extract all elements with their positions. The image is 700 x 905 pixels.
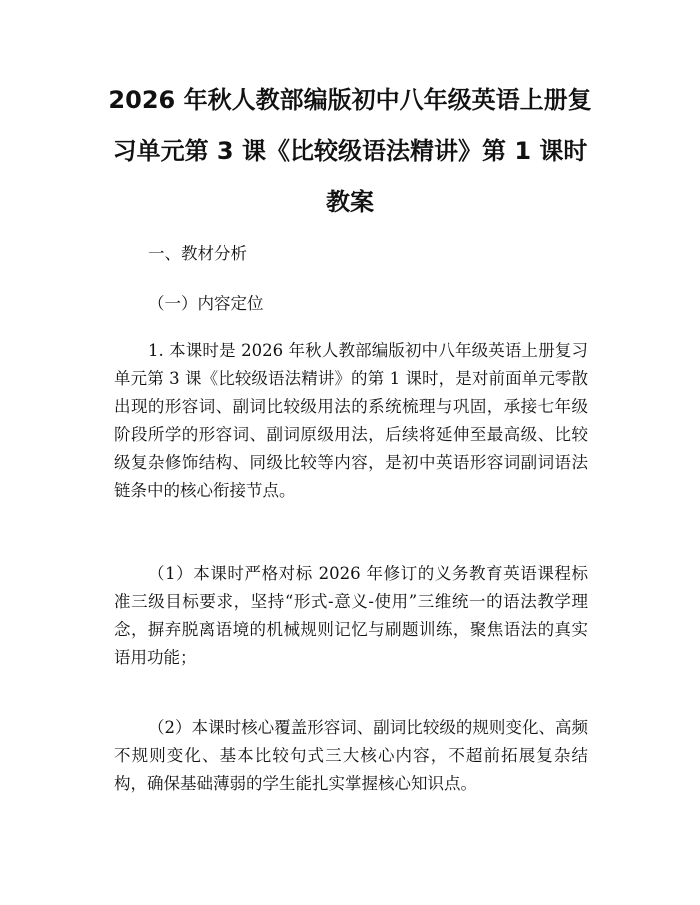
document-title-line-1: 2026 年秋人教部编版初中八年级英语上册复 [108, 86, 592, 114]
subsection-heading: （一）内容定位 [148, 294, 264, 313]
section-heading: 一、教材分析 [148, 244, 247, 263]
paragraph-core-content: （2）本课时核心覆盖形容词、副词比较级的规则变化、高频不规则变化、基本比较句式三大核心内容，不超前拓展复杂结构，确保基础薄弱的学生能扎实掌握核心知识点。 [114, 718, 588, 793]
paragraph-curriculum-standard: （1）本课时严格对标 2026 年修订的义务教育英语课程标准三级目标要求，坚持“形式-意义-使用”三维统一的语法教学理念，摒弃脱离语境的机械规则记忆与刷题训练，聚焦语法的真实语用功能； [114, 564, 588, 667]
document-title-line-3: 教案 [326, 188, 374, 216]
document-title-line-2: 习单元第 3 课《比较级语法精讲》第 1 课时 [112, 137, 588, 165]
paragraph-content-positioning: 1. 本课时是 2026 年秋人教部编版初中八年级英语上册复习单元第 3 课《比较级语法精讲》的第 1 课时，是对前面单元零散出现的形容词、副词比较级用法的系统梳理与巩固，承接七年级阶段所学的形容词、副词原级用法，后续将延伸至最高级、比较级复杂修饰结构、同级比较等内容，是初中英语形容词副词语法链条中的核心衔接节点。 [114, 341, 588, 500]
